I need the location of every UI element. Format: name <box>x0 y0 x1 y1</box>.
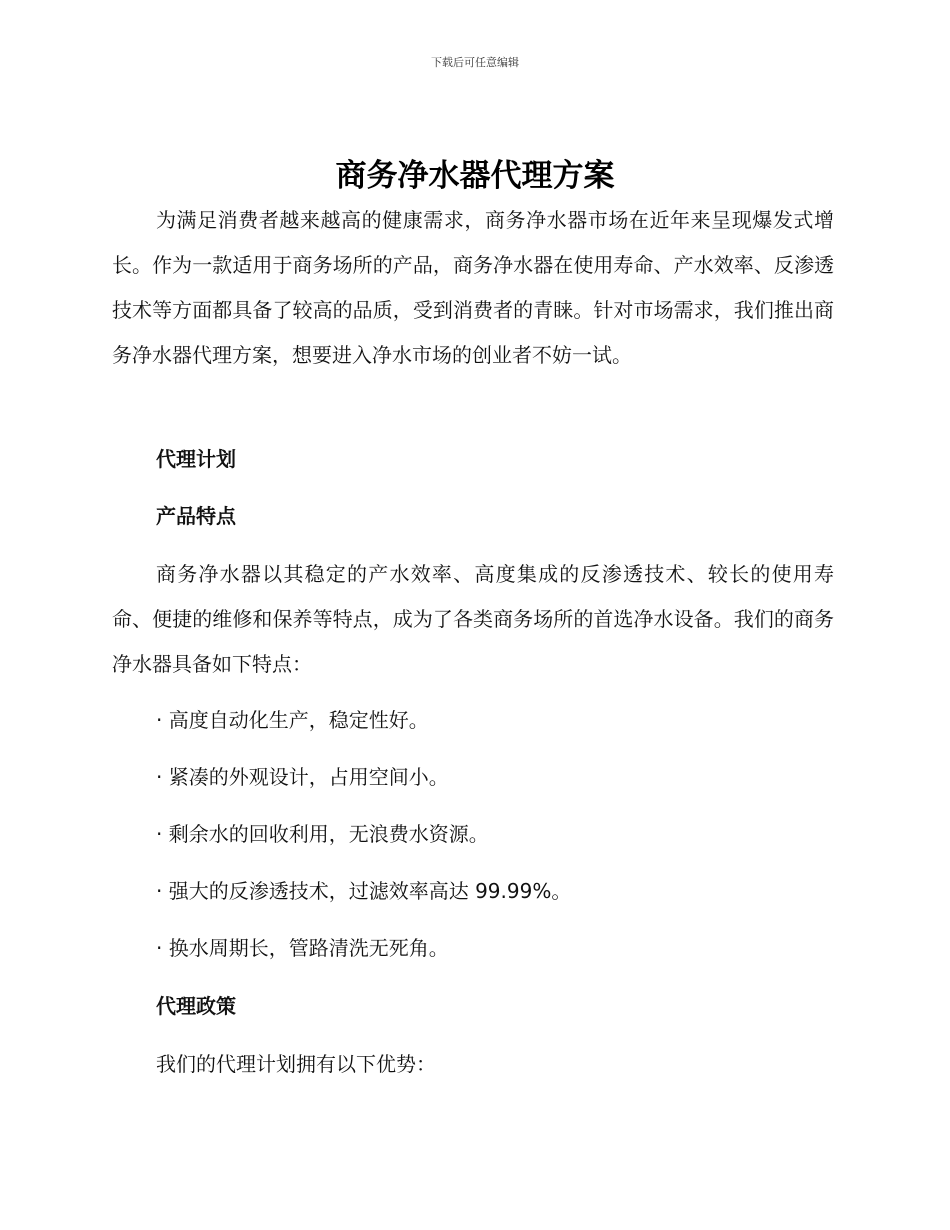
section-heading-policy: 代理政策 <box>156 994 236 1018</box>
feature-item: · 剩余水的回收利用，无浪费水资源。 <box>156 822 489 846</box>
feature-item: · 紧凑的外观设计，占用空间小。 <box>156 765 449 789</box>
feature-item: · 高度自动化生产，稳定性好。 <box>156 708 429 732</box>
section-heading-features: 产品特点 <box>156 504 236 528</box>
intro-paragraph: 为满足消费者越来越高的健康需求，商务净水器市场在近年来呈现爆发式增长。作为一款适用于商务场所的产品，商务净水器在使用寿命、产水效率、反渗透技术等方面都具备了较高的品质，受到消费者的青睐。针对市场需求，我们推出商务净水器代理方案，想要进入净水市场的创业者不妨一试。 <box>112 208 834 367</box>
policy-intro: 我们的代理计划拥有以下优势： <box>156 1052 436 1076</box>
section-heading-plan: 代理计划 <box>156 447 236 471</box>
features-intro-paragraph: 商务净水器以其稳定的产水效率、高度集成的反渗透技术、较长的使用寿命、便捷的维修和保养等特点，成为了各类商务场所的首选净水设备。我们的商务净水器具备如下特点： <box>112 562 834 676</box>
feature-item: · 换水周期长，管路清洗无死角。 <box>156 936 449 960</box>
feature-item: · 强大的反渗透技术，过滤效率高达 99.99%。 <box>156 879 572 903</box>
header-note: 下载后可任意编辑 <box>431 56 519 69</box>
document-title: 商务净水器代理方案 <box>335 158 615 194</box>
